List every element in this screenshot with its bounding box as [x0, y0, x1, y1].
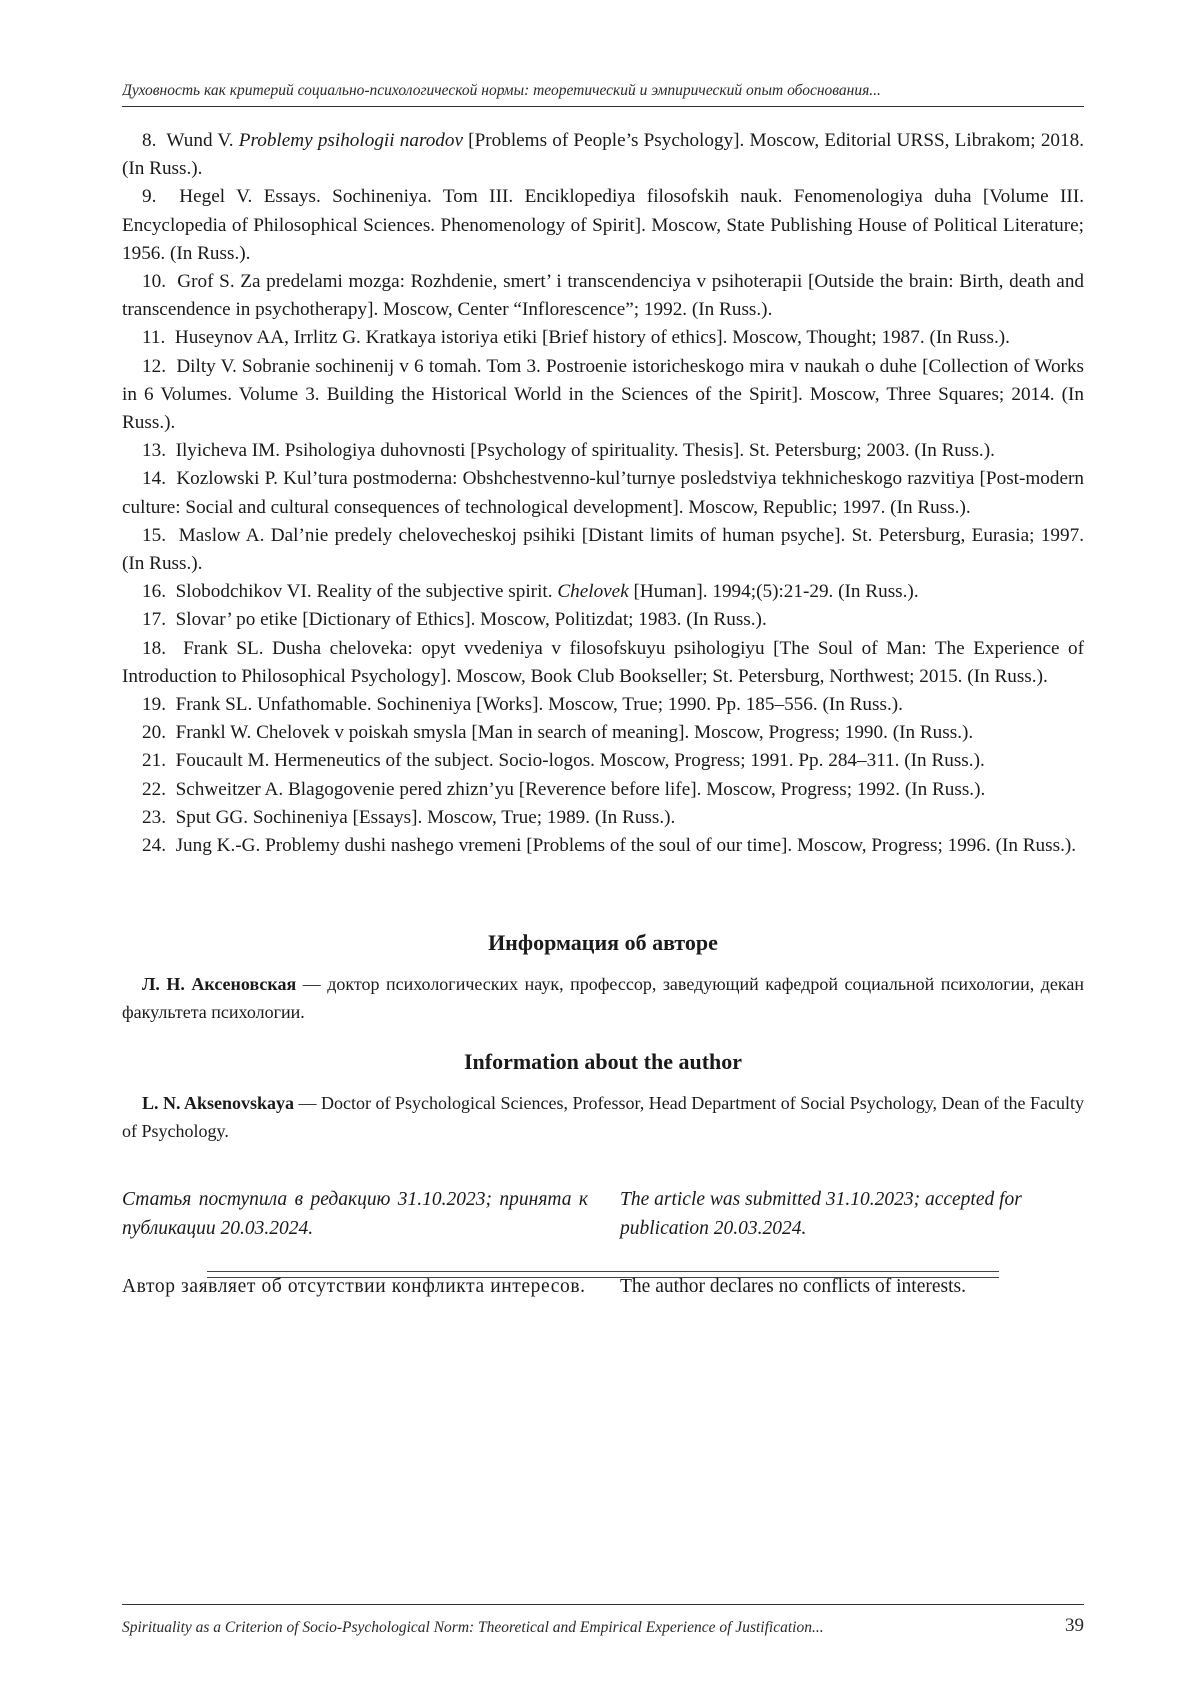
author-info-title-en: Information about the author: [463, 1049, 743, 1074]
reference-item: [122, 465, 1084, 521]
author-info-en: [122, 1089, 1084, 1145]
reference-number: 16.: [142, 581, 166, 603]
author-description-en: — Doctor of Psychological Sciences, Professor, Head Department of Social Psychology, Dean of the Faculty of Psychology.: [122, 1093, 1084, 1141]
reference-text: Kozlowski P. Kul’tura postmoderna: Obshchestvenno-kul’turnye posledstviya tekhnicheskogo razvitiya [Post-modern culture: Social and cultural consequences of technological development]. Moscow, Republic; 1997. (In Russ.).: [122, 468, 1084, 518]
reference-number: 8.: [142, 130, 157, 151]
reference-item: [122, 127, 1084, 183]
article-dates-en: The article was submitted 31.10.2023; accepted for publication 20.03.2024.: [620, 1189, 1022, 1239]
reference-number: 10.: [142, 271, 166, 293]
reference-item: [122, 437, 1084, 465]
reference-text: Dilty V. Sobranie sochinenij v 6 tomah. Tom 3. Postroenie istoricheskogo mira v naukah o duhe [Collection of Works in 6 Volumes. Volume 3. Building the Historical World in the Sciences of the Spirit]. Moscow, Three Squares; 2014. (In Russ.).: [122, 355, 1085, 434]
reference-item: [122, 522, 1084, 578]
article-dates-ru: Статья поступила в редакцию 31.10.2023; принята к публикации 20.03.2024.: [122, 1189, 588, 1239]
reference-item: [122, 606, 1084, 634]
conflict-statement-ru: Автор заявляет об отсутствии конфликта интересов.: [122, 1276, 586, 1297]
reference-item: [122, 691, 1084, 719]
reference-item: [122, 353, 1084, 438]
reference-number: 18.: [142, 637, 166, 659]
reference-number: 17.: [142, 609, 166, 631]
reference-text: Sput GG. Sochineniya [Essays]. Moscow, True; 1989. (In Russ.).: [175, 806, 676, 828]
reference-number: 13.: [142, 440, 166, 462]
reference-item: [122, 324, 1084, 352]
reference-number: 12.: [142, 355, 166, 377]
reference-number: 15.: [142, 524, 166, 546]
reference-item: [122, 719, 1084, 747]
author-description-ru: — доктор психологических наук, профессор, заведующий кафедрой социальной психологии, декан факультета психологии.: [122, 974, 1084, 1022]
reference-text: Slobodchikov VI. Reality of the subjective spirit.: [175, 581, 558, 603]
author-info-title-ru: Информация об авторе: [488, 930, 718, 955]
reference-item: [122, 804, 1084, 832]
reference-number: 14.: [142, 468, 166, 490]
reference-text: Wund V.: [166, 130, 239, 151]
reference-item: [122, 635, 1084, 691]
conflict-statement-en: The author declares no conflicts of interests.: [620, 1276, 967, 1297]
running-header-title: Духовность как критерий социально-психологической нормы: теоретический и эмпирический опыт обоснования...: [122, 82, 881, 99]
reference-text: Slovar’ po etike [Dictionary of Ethics]. Moscow, Politizdat; 1983. (In Russ.).: [175, 609, 767, 631]
reference-item: [122, 183, 1084, 268]
reference-text-continued: [Problems of People’s Psychology]. Moscow, Editorial URSS, Librakom; 2018. (In Russ.).: [122, 130, 1084, 180]
author-name-ru: Л. Н. Аксеновская: [142, 974, 297, 994]
reference-number: 19.: [142, 694, 166, 716]
reference-text-continued: [Human]. 1994;(5):21-29. (In Russ.).: [628, 581, 919, 603]
reference-text: Jung K.-G. Problemy dushi nashego vremeni [Problems of the soul of our time]. Moscow, Progress; 1996. (In Russ.).: [175, 835, 1077, 857]
reference-italic-title: Chelovek: [557, 581, 629, 603]
reference-number: 11.: [142, 327, 166, 349]
reference-text: Maslow A. Dal’nie predely chelovecheskoj psihiki [Distant limits of human psyche]. St. Petersburg, Eurasia; 1997. (In Russ.).: [122, 524, 1084, 575]
reference-number: 21.: [142, 750, 166, 772]
reference-item: [122, 832, 1084, 860]
running-footer-title: Spirituality as a Criterion of Socio-Psychological Norm: Theoretical and Empirical Experience of Justification...: [122, 1619, 824, 1636]
reference-number: 24.: [142, 835, 166, 857]
reference-item: [122, 578, 1084, 606]
reference-text: Schweitzer A. Blagogovenie pered zhizn’yu [Reverence before life]. Moscow, Progress; 1992. (In Russ.).: [175, 778, 986, 800]
reference-text: Ilyicheva IM. Psihologiya duhovnosti [Psychology of spirituality. Thesis]. St. Petersburg; 2003. (In Russ.).: [175, 440, 995, 462]
reference-number: 20.: [142, 722, 166, 744]
running-footer: [122, 1604, 1084, 1637]
reference-text: Frank SL. Dusha cheloveka: opyt vvedeniya v filosofskuyu psihologiyu [The Soul of Man: The Experience of Introduction to Philosophical Psychology]. Moscow, Book Club Bookseller; St. Petersburg, Northwest; 2015. (In Russ.).: [122, 637, 1085, 687]
reference-number: 9.: [142, 186, 157, 208]
reference-text: Foucault M. Hermeneutics of the subject. Socio-logos. Moscow, Progress; 1991. Pp. 284–311. (In Russ.).: [175, 750, 985, 772]
reference-text: Grof S. Za predelami mozga: Rozhdenie, smert’ i transcendenciya v psihoterapii [Outside the brain: Birth, death and transcendence in psychotherapy]. Moscow, Center “Inflorescence”; 1992. (In Russ.).: [122, 271, 1085, 321]
reference-text: Frank SL. Unfathomable. Sochineniya [Works]. Moscow, True; 1990. Pp. 185–556. (In Russ.).: [175, 694, 903, 716]
author-info-ru: [122, 970, 1084, 1026]
running-header: [122, 82, 1084, 107]
reference-item: [122, 268, 1084, 324]
reference-text: Hegel V. Essays. Sochineniya. Tom III. Enciklopediya filosofskih nauk. Fenomenologiya duha [Volume III. Encyclopedia of Philosophical Sciences. Phenomenology of Spirit]. Moscow, State Publishing House of Political Literature; 1956. (In Russ.).: [122, 186, 1085, 264]
reference-number: 23.: [142, 806, 166, 828]
reference-italic-title: Problemy psihologii narodov: [238, 130, 463, 151]
reference-text: Huseynov AA, Irrlitz G. Kratkaya istoriya etiki [Brief history of ethics]. Moscow, Thought; 1987. (In Russ.).: [174, 327, 1010, 349]
author-name-en: L. N. Aksenovskaya: [142, 1093, 295, 1113]
reference-item: [122, 747, 1084, 775]
references-list: [122, 127, 1084, 860]
reference-item: [122, 776, 1084, 804]
page-number: 39: [1065, 1615, 1084, 1636]
reference-text: Frankl W. Chelovek v poiskah smysla [Man in search of meaning]. Moscow, Progress; 1990. (In Russ.).: [175, 722, 974, 744]
reference-number: 22.: [142, 778, 166, 800]
